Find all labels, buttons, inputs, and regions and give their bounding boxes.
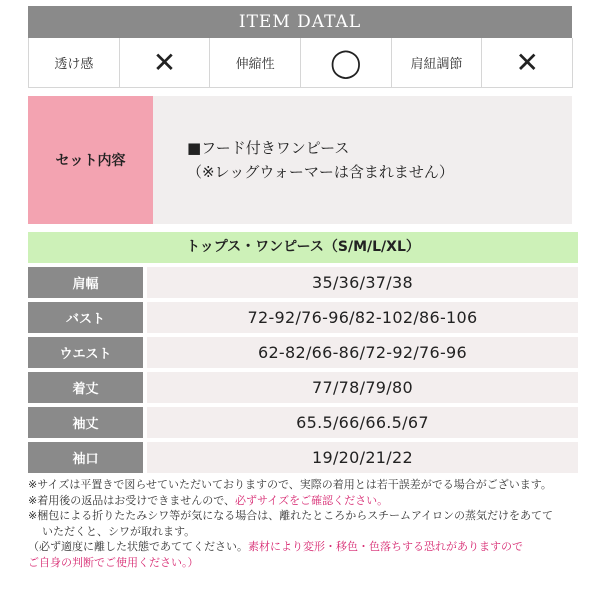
note-returns-text: ※着用後の返品はお受けできませんので、 <box>28 493 235 507</box>
table-row <box>28 267 578 298</box>
row-value-length: 77/78/79/80 <box>147 372 578 403</box>
table-row <box>28 407 578 438</box>
note-steam <box>28 539 588 555</box>
table-row <box>28 372 578 403</box>
set-contents-text <box>153 96 572 224</box>
row-value-sleeve: 65.5/66/66.5/67 <box>147 407 578 438</box>
note-wrinkles: ※梱包による折りたたみシワ等が気になる場合は、離れたところからスチームアイロンの蒸気だけをあてて <box>28 509 554 522</box>
size-table <box>28 267 578 477</box>
notes <box>28 477 588 570</box>
row-value-bust: 72-92/76-96/82-102/86-106 <box>147 302 578 333</box>
attr-label-transparency: 透け感 <box>29 38 120 88</box>
circle-icon: ◯ <box>301 38 392 88</box>
note-returns-warning: 必ずサイズをご確認ください。 <box>235 493 389 507</box>
table-row <box>28 442 578 473</box>
attr-label-strap-adjust: 肩紐調節 <box>392 38 483 88</box>
note-steam-judgement: ご自身の判断でご使用ください。） <box>28 555 199 569</box>
note-measurement: ※サイズは平置きで図らせていただいておりますので、実際の着用とは若干誤差がでる場合がございます。 <box>28 478 552 491</box>
row-label-shoulder: 肩幅 <box>28 267 143 298</box>
row-label-cuff: 袖口 <box>28 442 143 473</box>
row-label-sleeve: 袖丈 <box>28 407 143 438</box>
set-contents-line1: ■フード付きワンピース <box>187 139 350 157</box>
row-value-waist: 62-82/66-86/72-92/76-96 <box>147 337 578 368</box>
row-label-length: 着丈 <box>28 372 143 403</box>
row-value-cuff: 19/20/21/22 <box>147 442 578 473</box>
attribute-row <box>28 38 573 88</box>
note-returns <box>28 493 588 509</box>
row-label-bust: バスト <box>28 302 143 333</box>
table-row <box>28 302 578 333</box>
set-contents-row <box>28 96 572 224</box>
note-steam-text: （必ず適度に離した状態であててください。 <box>28 540 248 553</box>
item-detail-header: ITEM DATAL <box>28 6 572 38</box>
note-wrinkles-cont: いただくと、シワが取れます。 <box>42 524 196 538</box>
row-label-waist: ウエスト <box>28 337 143 368</box>
set-contents-label: セット内容 <box>28 96 153 224</box>
attr-label-stretch: 伸縮性 <box>210 38 301 88</box>
cross-icon: ✕ <box>120 38 211 88</box>
size-table-title: トップス・ワンピース（S/M/L/XL） <box>28 232 578 263</box>
row-value-shoulder: 35/36/37/38 <box>147 267 578 298</box>
set-contents-line2: （※レッグウォーマーは含まれません） <box>187 163 454 181</box>
cross-icon: ✕ <box>482 38 573 88</box>
note-steam-warning: 素材により変形・移色・色落ちする恐れがありますので <box>248 540 523 553</box>
table-row <box>28 337 578 368</box>
